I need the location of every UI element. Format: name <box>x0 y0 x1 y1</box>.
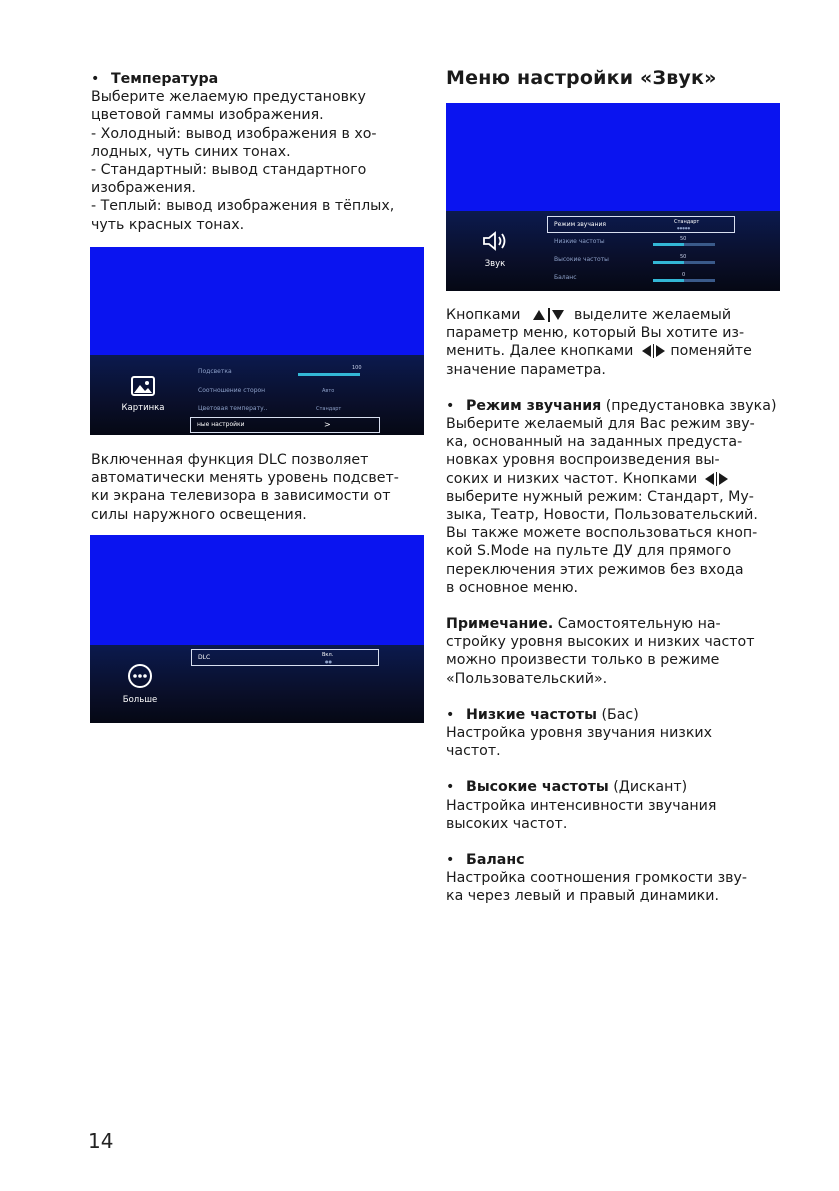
picture-icon <box>130 375 156 397</box>
text-line: Настройка интенсивности звучания <box>446 797 717 814</box>
advanced-settings-label: ные настройки <box>197 421 245 428</box>
text-line: цветовой гаммы изображения. <box>91 107 324 124</box>
arrow-left-icon <box>705 473 714 485</box>
text-line: Настройка уровня звучания низких <box>446 725 713 742</box>
text-line: ка, основанный на заданных предуста- <box>446 434 743 451</box>
menu-panel <box>90 645 424 723</box>
text-line: Выберите желаемый для Вас режим зву- <box>446 416 755 433</box>
sound-menu-screenshot <box>446 103 780 291</box>
text-line: высоких частот. <box>446 815 568 832</box>
picture-menu-screenshot <box>90 247 424 435</box>
bass-slider-fill <box>653 243 684 246</box>
dlc-value: Вкл. <box>322 652 334 658</box>
sound-mode-value: Стандарт <box>674 219 700 225</box>
aspect-ratio-label: Соотношение сторон <box>198 387 266 394</box>
color-temperature-label: Цветовая температу.. <box>198 405 268 412</box>
treble-heading: • Высокие частоты (Дискант) <box>446 779 688 796</box>
dlc-label: DLC <box>198 654 211 661</box>
text-line: «Пользовательский». <box>446 670 608 687</box>
balance-value: 0 <box>682 272 686 278</box>
treble-slider-fill <box>653 261 684 264</box>
text-line: чуть красных тонах. <box>91 216 245 233</box>
text-line: автоматически менять уровень подсвет- <box>91 470 399 487</box>
picture-category <box>108 375 178 413</box>
chevron-right-icon: > <box>324 420 331 429</box>
dots-indicator-icon: ●●●●● <box>677 226 691 230</box>
treble-slider <box>653 261 715 264</box>
arrow-left-icon <box>642 345 651 357</box>
sound-mode-heading: • Режим звучания (предустановка звука) <box>446 397 777 414</box>
text-line: - Холодный: вывод изображения в хо- <box>91 125 377 142</box>
dots-indicator-icon: ●● <box>325 659 332 664</box>
sound-mode-label: Режим звучания <box>554 221 606 228</box>
text-line: Кнопками выделите желаемый <box>446 307 732 323</box>
color-temperature-value: Стандарт <box>316 406 342 412</box>
more-category <box>100 663 180 705</box>
sound-mode-row <box>547 216 735 233</box>
advanced-settings-row <box>190 417 380 433</box>
text-line: стройку уровня высоких и низких частот <box>446 634 755 651</box>
backlight-value: 100 <box>352 365 362 371</box>
text-line: параметр меню, который Вы хотите из- <box>446 325 745 342</box>
menu-panel <box>446 211 780 291</box>
more-icon <box>127 663 153 689</box>
text-line: можно произвести только в режиме <box>446 652 720 669</box>
more-category-label: Больше <box>122 695 158 705</box>
speaker-icon <box>481 229 509 253</box>
separator-icon <box>653 344 655 358</box>
backlight-label: Подсветка <box>198 368 232 375</box>
sound-menu-heading: Меню настройки «Звук» <box>446 67 717 89</box>
text-line: - Теплый: вывод изображения в тёплых, <box>91 198 395 215</box>
text-line: лодных, чуть синих тонах. <box>91 143 291 160</box>
text-line: изображения. <box>91 180 196 197</box>
menu-panel <box>90 355 424 435</box>
temperature-section: • Температура Выберите желаемую предустановку цветовой гаммы изображения. - Холодный: вывод изображения в хо- лодных, чуть синих тонах. - Стандартный: вывод стандартного изображения. - Теплый: вывод изображения в тёплых, чуть красных тонах. <box>91 70 427 234</box>
text-line: выберите нужный режим: Стандарт, Му- <box>446 488 754 505</box>
text-line: кой S.Mode на пульте ДУ для прямого <box>446 543 732 560</box>
sound-text <box>446 306 786 906</box>
bass-slider <box>653 243 715 246</box>
text-line: значение параметра. <box>446 361 606 378</box>
picture-category-label: Картинка <box>121 403 165 413</box>
page-number: 14 <box>88 1129 114 1153</box>
text-line: зыка, Театр, Новости, Пользовательский. <box>446 507 758 524</box>
backlight-slider-fill <box>298 373 360 376</box>
arrow-down-icon <box>552 310 564 320</box>
text-line: менить. Далее кнопками поменяйте <box>446 343 752 360</box>
arrow-up-icon <box>533 310 545 320</box>
dlc-row <box>191 649 379 666</box>
backlight-slider <box>298 373 360 376</box>
sound-category-label: Звук <box>484 259 506 269</box>
text-line: в основное меню. <box>446 579 579 596</box>
text-line: силы наружного освещения. <box>91 506 307 523</box>
balance-heading: • Баланс <box>446 852 525 869</box>
text-line: ки экрана телевизора в зависимости от <box>91 488 391 505</box>
text-line: переключения этих режимов без входа <box>446 561 744 578</box>
text-line: Выберите желаемую предустановку <box>91 89 366 106</box>
text-line: частот. <box>446 743 501 760</box>
arrow-right-icon <box>719 473 728 485</box>
treble-value: 50 <box>680 254 687 260</box>
aspect-ratio-value: Авто <box>322 388 335 394</box>
text-line: - Стандартный: вывод стандартного <box>91 162 367 179</box>
arrow-right-icon <box>656 345 665 357</box>
separator-icon <box>716 472 718 486</box>
bass-heading: • Низкие частоты (Бас) <box>446 706 639 723</box>
more-menu-screenshot <box>90 535 424 723</box>
text-line: ка через левый и правый динамики. <box>446 888 719 905</box>
balance-label: Баланс <box>554 274 577 281</box>
temperature-title: Температура <box>111 71 219 87</box>
text-line: Включенная функция DLC позволяет <box>91 452 369 468</box>
bass-label: Низкие частоты <box>554 238 605 245</box>
text-line: соких и низких частот. Кнопками <box>446 470 786 488</box>
sound-category <box>460 229 530 269</box>
dlc-section <box>91 451 427 524</box>
note-heading: Примечание. Самостоятельную на- <box>446 616 721 633</box>
balance-slider-fill <box>653 279 684 282</box>
balance-slider <box>653 279 715 282</box>
text-line: Настройка соотношения громкости зву- <box>446 870 748 887</box>
treble-label: Высокие частоты <box>554 256 609 263</box>
bass-value: 50 <box>680 236 687 242</box>
separator-icon <box>548 308 550 322</box>
text-line: Вы также можете воспользоваться кноп- <box>446 525 758 542</box>
text-line: новках уровня воспроизведения вы- <box>446 452 720 469</box>
